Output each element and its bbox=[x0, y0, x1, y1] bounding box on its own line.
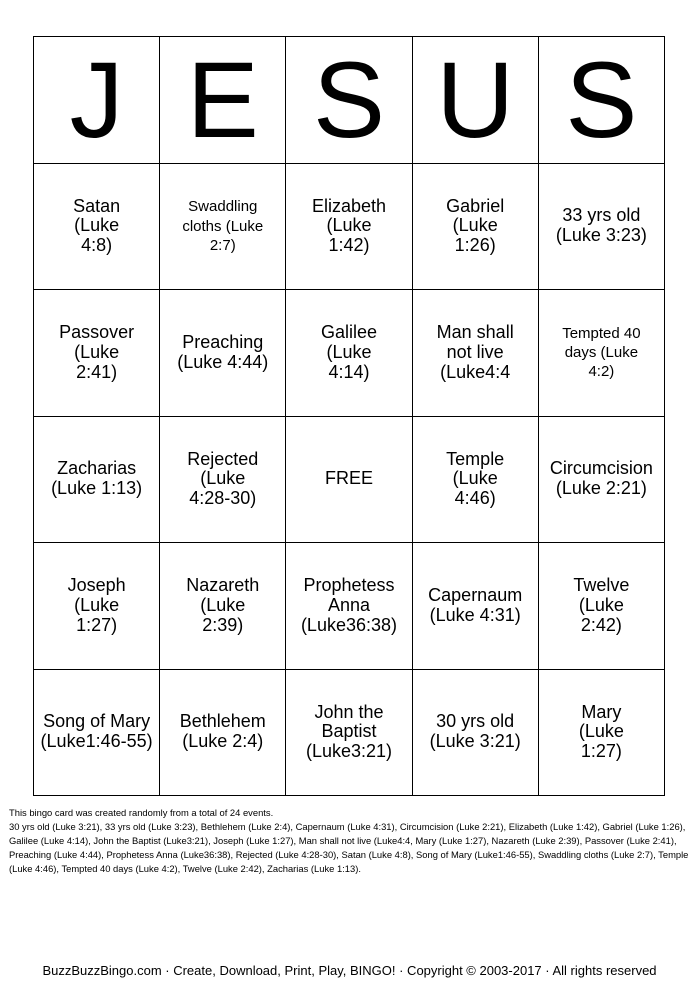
bingo-cell-r1c1 bbox=[34, 164, 160, 291]
header-letter-s bbox=[286, 37, 412, 164]
bingo-cell-r2c1 bbox=[34, 290, 160, 417]
bingo-cell-r5c2 bbox=[160, 670, 286, 797]
cell-text: Galilee (Luke 4:14) bbox=[320, 322, 377, 382]
header-letter-text: J bbox=[69, 38, 124, 160]
bingo-cell-r4c1 bbox=[34, 543, 160, 670]
bingo-cell-r2c5 bbox=[539, 290, 665, 417]
header-letter-text: S bbox=[312, 38, 386, 160]
cell-text: Mary (Luke 1:27) bbox=[578, 701, 624, 762]
cell-text: John the Baptist (Luke3:21) bbox=[305, 701, 393, 762]
cell-text: Bethlehem (Luke 2:4) bbox=[179, 711, 266, 752]
bingo-cell-r2c3 bbox=[286, 290, 412, 417]
bingo-cell-r3c1 bbox=[34, 417, 160, 544]
bingo-cell-r4c2 bbox=[160, 543, 286, 670]
copyright-footer: BuzzBuzzBingo.com · Create, Download, Print, Play, BINGO! · Copyright © 2003-2017 · All rights reserved bbox=[42, 963, 657, 978]
cell-text: Gabriel (Luke 1:26) bbox=[446, 195, 505, 256]
bingo-cell-r1c3 bbox=[286, 164, 412, 291]
cell-text: Tempted 40 days (Luke 4:2) bbox=[562, 324, 641, 381]
cell-text: Rejected (Luke 4:28-30) bbox=[187, 448, 259, 509]
cell-text: Capernaum (Luke 4:31) bbox=[428, 584, 523, 625]
cell-text: Swaddling cloths (Luke 2:7) bbox=[182, 198, 264, 254]
bingo-cell-r5c4 bbox=[413, 670, 539, 797]
cell-text: Prophetess Anna (Luke36:38) bbox=[300, 575, 398, 635]
bingo-cell-r5c5 bbox=[539, 670, 665, 797]
header-letter-u bbox=[413, 37, 539, 164]
cell-text: 33 yrs old (Luke 3:23) bbox=[555, 205, 647, 246]
cell-text: Temple (Luke 4:46) bbox=[446, 448, 505, 509]
bingo-card bbox=[33, 36, 665, 796]
cell-text: Song of Mary (Luke1:46-55) bbox=[40, 711, 153, 752]
cell-text: 30 yrs old (Luke 3:21) bbox=[429, 711, 521, 752]
bingo-cell-r5c1 bbox=[34, 670, 160, 797]
bingo-cell-r3c5 bbox=[539, 417, 665, 544]
footnote-intro: This bingo card was created randomly from a total of 24 events. bbox=[9, 807, 274, 818]
cell-text: Zacharias (Luke 1:13) bbox=[51, 458, 143, 499]
header-letter-j bbox=[34, 37, 160, 164]
cell-text: Preaching (Luke 4:44) bbox=[177, 331, 269, 372]
header-letter-text: U bbox=[436, 38, 515, 160]
cell-text: Elizabeth (Luke 1:42) bbox=[311, 195, 387, 256]
bingo-cell-r3c4 bbox=[413, 417, 539, 544]
bingo-cell-r1c4 bbox=[413, 164, 539, 291]
cell-text: Twelve (Luke 2:42) bbox=[573, 575, 630, 635]
bingo-cell-r4c4 bbox=[413, 543, 539, 670]
header-letter-e bbox=[160, 37, 286, 164]
cell-text: Joseph (Luke 1:27) bbox=[67, 575, 126, 635]
bingo-cell-r1c2 bbox=[160, 164, 286, 291]
header-letter-text: E bbox=[186, 38, 259, 160]
bingo-cell-free bbox=[286, 417, 412, 544]
cell-text: Circumcision (Luke 2:21) bbox=[549, 458, 653, 499]
bingo-cell-r4c5 bbox=[539, 543, 665, 670]
header-letter-s2 bbox=[539, 37, 665, 164]
bingo-cell-r2c2 bbox=[160, 290, 286, 417]
bingo-cell-r3c2 bbox=[160, 417, 286, 544]
header-letter-text: S bbox=[565, 38, 638, 160]
cell-text: FREE bbox=[324, 468, 373, 489]
cell-text: Man shall not live (Luke4:4 bbox=[436, 322, 514, 382]
event-list-note bbox=[9, 806, 689, 877]
cell-text: Nazareth (Luke 2:39) bbox=[186, 575, 260, 635]
bingo-cell-r5c3 bbox=[286, 670, 412, 797]
cell-text: Passover (Luke 2:41) bbox=[59, 322, 135, 382]
bingo-cell-r4c3 bbox=[286, 543, 412, 670]
cell-text: Satan (Luke 4:8) bbox=[73, 195, 121, 256]
bingo-cell-r2c4 bbox=[413, 290, 539, 417]
bingo-cell-r1c5 bbox=[539, 164, 665, 291]
footnote-events: 30 yrs old (Luke 3:21), 33 yrs old (Luke 3:23), Bethlehem (Luke 2:4), Capernaum (Luke 4:31), Circumcision (Luke 2:21), Elizabeth (Luke 1:42), Gabriel (Luke 1:26), Galilee (Luke 4:14), John the Baptist (Luke3:21), Joseph (Luke 1:27), Man shall not live (Luke4:4, Mary (Luke 1:27), Nazareth (Luke 2:39), Passover (Luke 2:41), Preaching (Luke 4:44), Prophetess Anna (Luke36:38), Rejected (Luke 4:28-30), Satan (Luke 4:8), Song of Mary (Luke1:46-55), Swaddling cloths (Luke 2:7), Temple (Luke 4:46), Tempted 40 days (Luke 4:2), Twelve (Luke 2:42), Zacharias (Luke 1:13). bbox=[9, 821, 689, 875]
